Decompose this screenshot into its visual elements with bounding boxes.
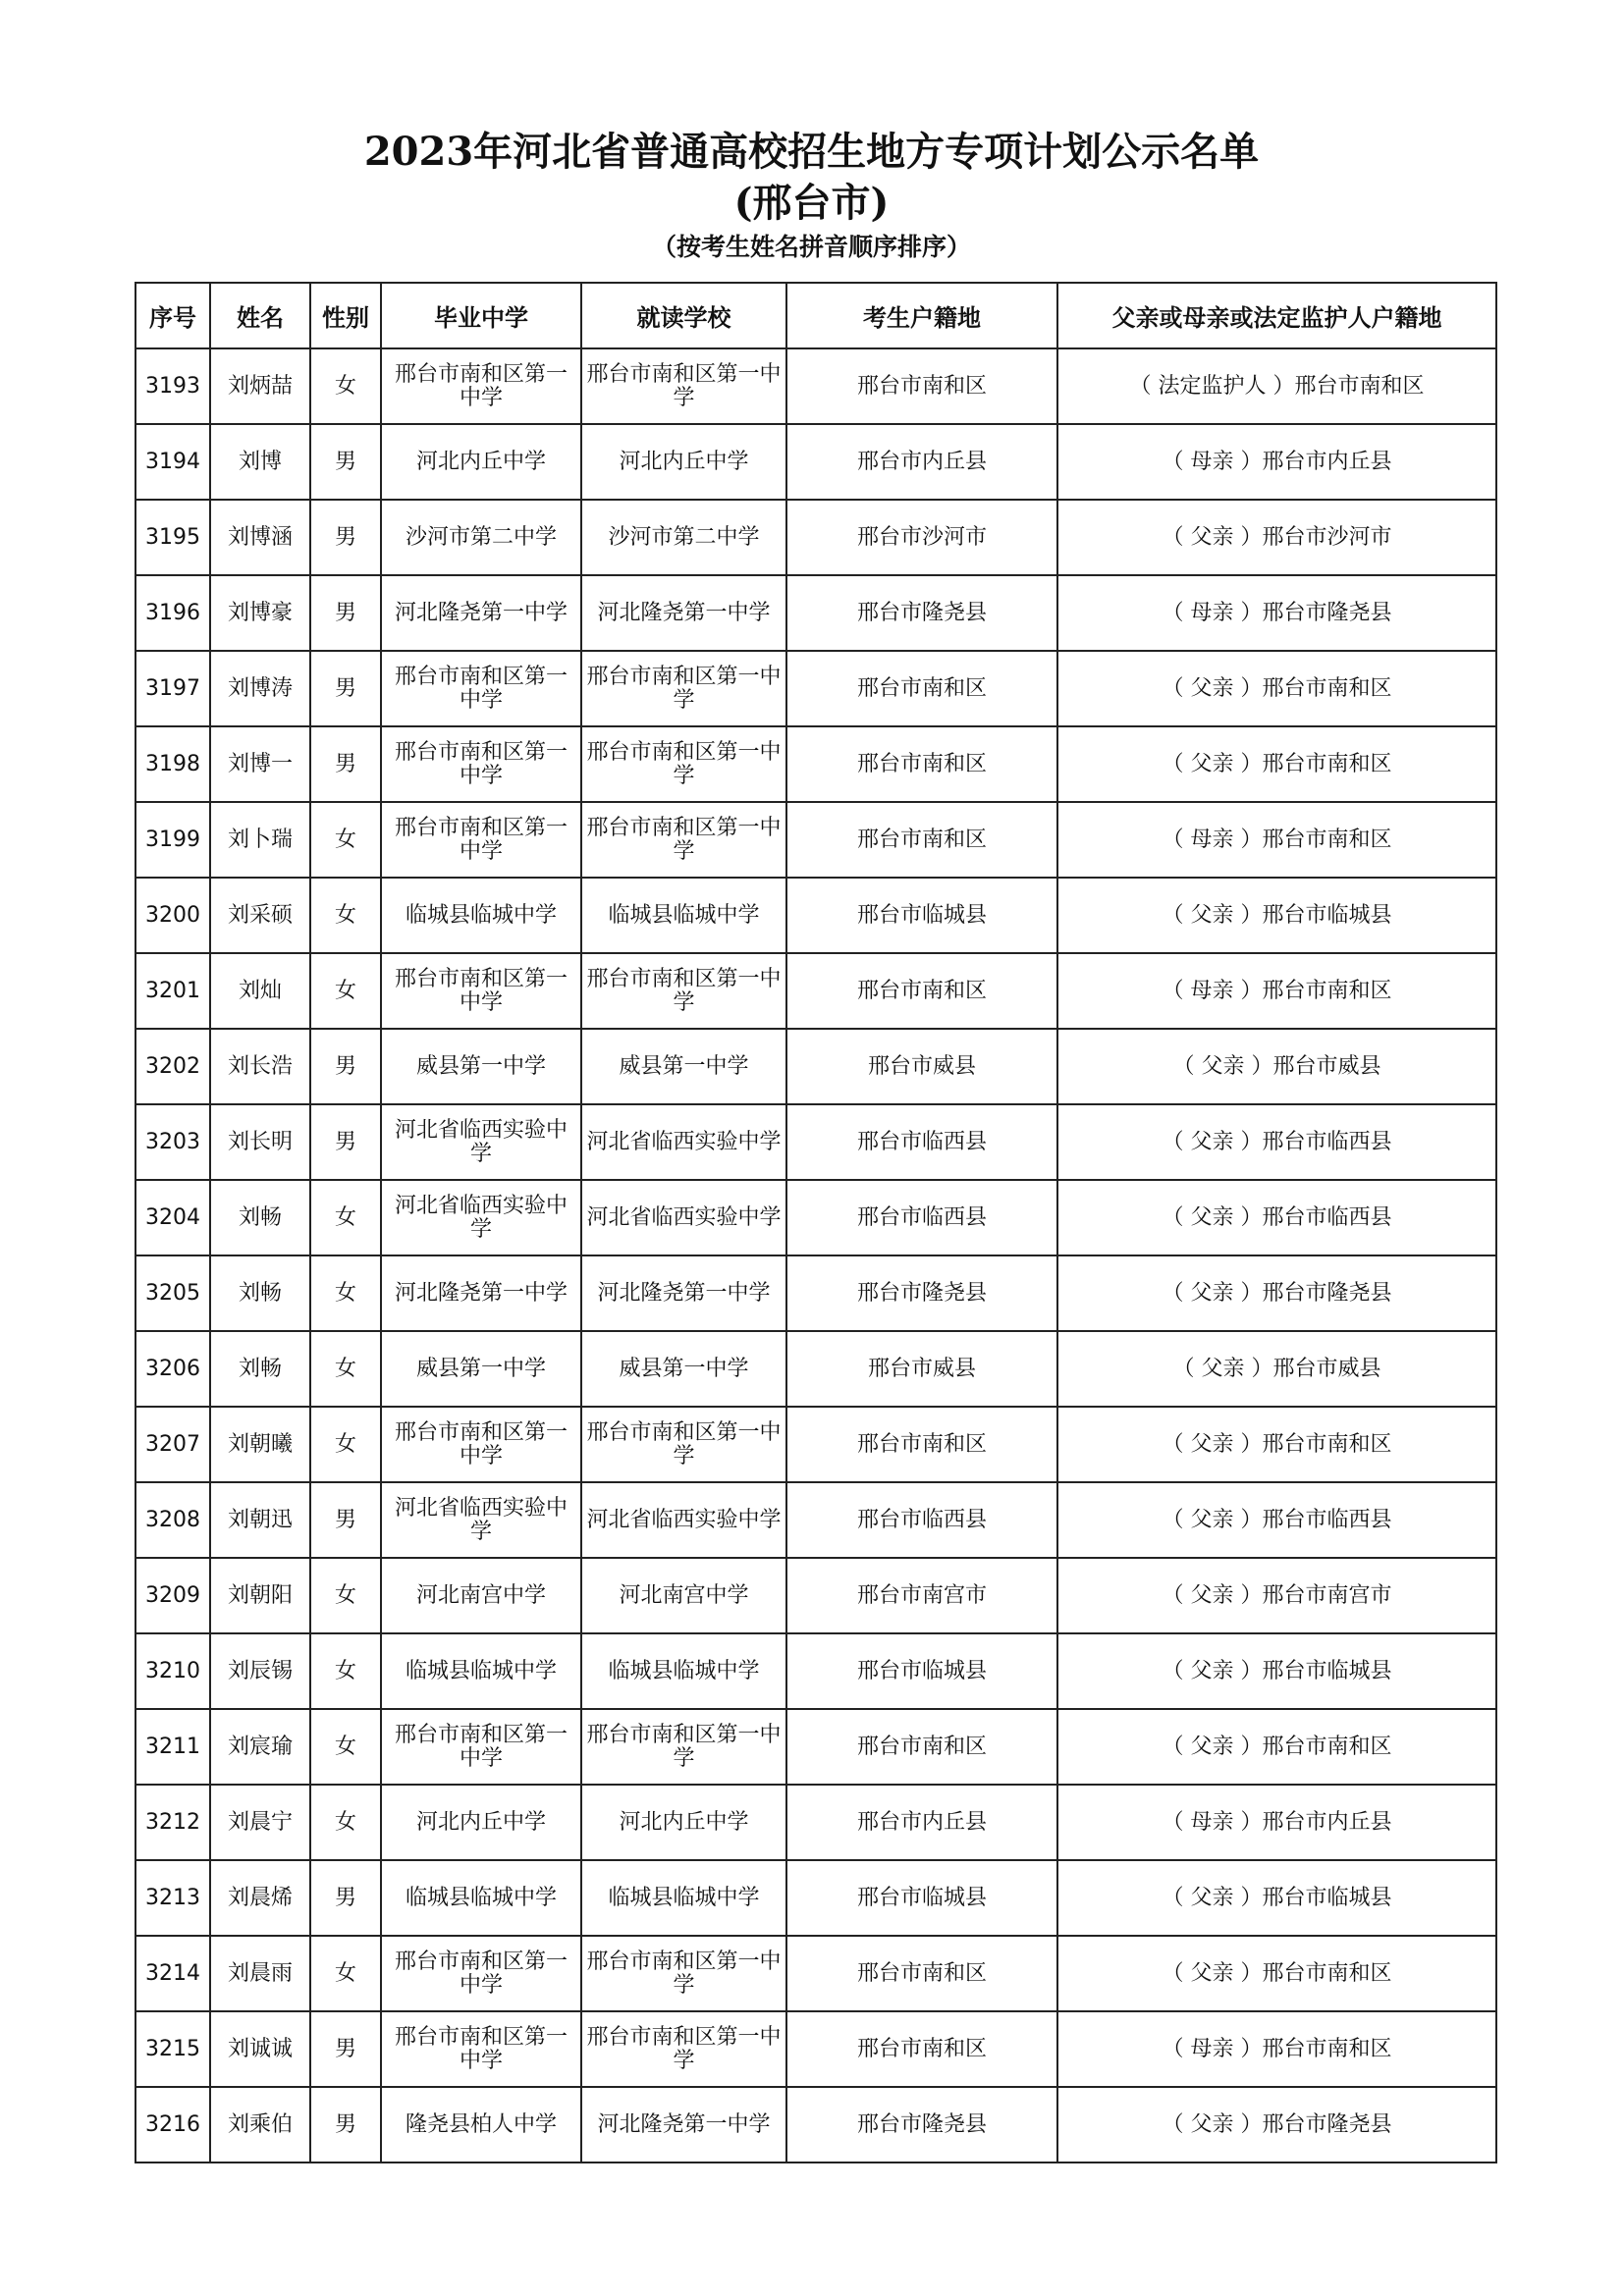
cell-graduation-school: 威县第一中学: [381, 1029, 581, 1104]
cell-serial-number: 3215: [135, 2011, 210, 2087]
cell-gender: 女: [310, 1407, 381, 1482]
cell-student-residence: 邢台市威县: [786, 1331, 1057, 1407]
table-row: [135, 1180, 1496, 1255]
cell-current-school: 邢台市南和区第一中学: [581, 1407, 786, 1482]
cell-current-school: 邢台市南和区第一中学: [581, 726, 786, 802]
table-row: [135, 651, 1496, 726]
cell-gender: 女: [310, 1785, 381, 1860]
cell-guardian-residence: （ 父亲 ）邢台市南和区: [1057, 651, 1496, 726]
table-row: [135, 878, 1496, 953]
cell-gender: 男: [310, 500, 381, 575]
cell-serial-number: 3207: [135, 1407, 210, 1482]
cell-serial-number: 3200: [135, 878, 210, 953]
cell-student-residence: 邢台市南和区: [786, 726, 1057, 802]
cell-serial-number: 3205: [135, 1255, 210, 1331]
cell-guardian-residence: （ 父亲 ）邢台市临西县: [1057, 1104, 1496, 1180]
table-row: [135, 2087, 1496, 2163]
cell-gender: 男: [310, 726, 381, 802]
cell-gender: 男: [310, 575, 381, 651]
cell-student-residence: 邢台市南和区: [786, 1709, 1057, 1785]
cell-student-name: 刘博豪: [210, 575, 310, 651]
cell-gender: 女: [310, 1709, 381, 1785]
cell-graduation-school: 邢台市南和区第一中学: [381, 348, 581, 424]
cell-student-residence: 邢台市临城县: [786, 1860, 1057, 1936]
cell-serial-number: 3195: [135, 500, 210, 575]
table-row: [135, 802, 1496, 878]
cell-gender: 男: [310, 424, 381, 500]
cell-graduation-school: 邢台市南和区第一中学: [381, 1709, 581, 1785]
cell-student-residence: 邢台市沙河市: [786, 500, 1057, 575]
cell-gender: 男: [310, 1860, 381, 1936]
cell-gender: 女: [310, 348, 381, 424]
cell-graduation-school: 邢台市南和区第一中学: [381, 2011, 581, 2087]
cell-guardian-residence: （ 父亲 ）邢台市临城县: [1057, 1633, 1496, 1709]
cell-serial-number: 3212: [135, 1785, 210, 1860]
cell-current-school: 邢台市南和区第一中学: [581, 1936, 786, 2011]
cell-graduation-school: 邢台市南和区第一中学: [381, 953, 581, 1029]
cell-serial-number: 3196: [135, 575, 210, 651]
cell-student-name: 刘朝阳: [210, 1558, 310, 1633]
cell-student-name: 刘博涵: [210, 500, 310, 575]
cell-student-name: 刘长浩: [210, 1029, 310, 1104]
cell-student-name: 刘炳喆: [210, 348, 310, 424]
cell-serial-number: 3202: [135, 1029, 210, 1104]
cell-gender: 女: [310, 953, 381, 1029]
cell-student-name: 刘宸瑜: [210, 1709, 310, 1785]
table-row: [135, 1785, 1496, 1860]
table-row: [135, 1255, 1496, 1331]
cell-serial-number: 3216: [135, 2087, 210, 2163]
column-header: 就读学校: [581, 283, 786, 348]
cell-guardian-residence: （ 父亲 ）邢台市南和区: [1057, 1936, 1496, 2011]
roster-table: [135, 282, 1497, 2163]
cell-graduation-school: 河北隆尧第一中学: [381, 575, 581, 651]
cell-graduation-school: 河北南宫中学: [381, 1558, 581, 1633]
cell-current-school: 邢台市南和区第一中学: [581, 348, 786, 424]
cell-current-school: 临城县临城中学: [581, 1633, 786, 1709]
cell-student-residence: 邢台市临西县: [786, 1482, 1057, 1558]
cell-student-name: 刘朝迅: [210, 1482, 310, 1558]
cell-graduation-school: 邢台市南和区第一中学: [381, 1936, 581, 2011]
cell-gender: 女: [310, 1331, 381, 1407]
cell-student-residence: 邢台市南和区: [786, 953, 1057, 1029]
cell-gender: 女: [310, 1936, 381, 2011]
cell-gender: 女: [310, 1180, 381, 1255]
cell-current-school: 威县第一中学: [581, 1331, 786, 1407]
cell-student-name: 刘畅: [210, 1180, 310, 1255]
cell-current-school: 河北省临西实验中学: [581, 1104, 786, 1180]
cell-graduation-school: 临城县临城中学: [381, 1633, 581, 1709]
cell-guardian-residence: （ 母亲 ）邢台市南和区: [1057, 2011, 1496, 2087]
cell-serial-number: 3203: [135, 1104, 210, 1180]
cell-serial-number: 3197: [135, 651, 210, 726]
cell-gender: 男: [310, 1104, 381, 1180]
cell-student-name: 刘辰锡: [210, 1633, 310, 1709]
cell-guardian-residence: （ 父亲 ）邢台市临西县: [1057, 1482, 1496, 1558]
table-row: [135, 1104, 1496, 1180]
table-row: [135, 348, 1496, 424]
cell-student-residence: 邢台市隆尧县: [786, 2087, 1057, 2163]
page-subtitle-city: (邢台市): [733, 180, 890, 226]
cell-student-name: 刘朝曦: [210, 1407, 310, 1482]
cell-current-school: 河北内丘中学: [581, 424, 786, 500]
cell-graduation-school: 河北省临西实验中学: [381, 1482, 581, 1558]
sort-order-note: （按考生姓名拼音顺序排序）: [651, 233, 971, 261]
cell-current-school: 河北隆尧第一中学: [581, 2087, 786, 2163]
cell-graduation-school: 河北内丘中学: [381, 424, 581, 500]
cell-graduation-school: 河北省临西实验中学: [381, 1180, 581, 1255]
cell-serial-number: 3211: [135, 1709, 210, 1785]
cell-current-school: 沙河市第二中学: [581, 500, 786, 575]
cell-gender: 女: [310, 1558, 381, 1633]
table-row: [135, 424, 1496, 500]
page-title: 2023年河北省普通高校招生地方专项计划公示名单: [363, 129, 1260, 175]
cell-serial-number: 3198: [135, 726, 210, 802]
cell-graduation-school: 邢台市南和区第一中学: [381, 651, 581, 726]
cell-current-school: 邢台市南和区第一中学: [581, 2011, 786, 2087]
cell-student-name: 刘晨宁: [210, 1785, 310, 1860]
cell-guardian-residence: （ 父亲 ）邢台市临城县: [1057, 1860, 1496, 1936]
cell-gender: 女: [310, 878, 381, 953]
cell-gender: 女: [310, 1255, 381, 1331]
cell-graduation-school: 临城县临城中学: [381, 878, 581, 953]
cell-guardian-residence: （ 法定监护人 ）邢台市南和区: [1057, 348, 1496, 424]
cell-serial-number: 3214: [135, 1936, 210, 2011]
table-row: [135, 1709, 1496, 1785]
cell-student-name: 刘卜瑞: [210, 802, 310, 878]
cell-current-school: 河北省临西实验中学: [581, 1482, 786, 1558]
table-row: [135, 953, 1496, 1029]
cell-gender: 男: [310, 1482, 381, 1558]
cell-student-residence: 邢台市临西县: [786, 1180, 1057, 1255]
cell-gender: 女: [310, 1633, 381, 1709]
table-row: [135, 1407, 1496, 1482]
cell-serial-number: 3208: [135, 1482, 210, 1558]
cell-serial-number: 3213: [135, 1860, 210, 1936]
cell-student-name: 刘博一: [210, 726, 310, 802]
cell-student-residence: 邢台市内丘县: [786, 424, 1057, 500]
table-header-row: [135, 283, 1496, 348]
cell-guardian-residence: （ 父亲 ）邢台市威县: [1057, 1331, 1496, 1407]
cell-guardian-residence: （ 父亲 ）邢台市临城县: [1057, 878, 1496, 953]
cell-graduation-school: 临城县临城中学: [381, 1860, 581, 1936]
cell-guardian-residence: （ 父亲 ）邢台市南和区: [1057, 726, 1496, 802]
cell-guardian-residence: （ 父亲 ）邢台市隆尧县: [1057, 1255, 1496, 1331]
cell-student-name: 刘晨雨: [210, 1936, 310, 2011]
cell-gender: 男: [310, 2011, 381, 2087]
cell-student-residence: 邢台市南和区: [786, 348, 1057, 424]
cell-guardian-residence: （ 父亲 ）邢台市南宫市: [1057, 1558, 1496, 1633]
cell-gender: 男: [310, 2087, 381, 2163]
table-row: [135, 1482, 1496, 1558]
table-row: [135, 1936, 1496, 2011]
cell-serial-number: 3204: [135, 1180, 210, 1255]
cell-graduation-school: 威县第一中学: [381, 1331, 581, 1407]
cell-student-residence: 邢台市内丘县: [786, 1785, 1057, 1860]
cell-guardian-residence: （ 母亲 ）邢台市内丘县: [1057, 1785, 1496, 1860]
cell-graduation-school: 沙河市第二中学: [381, 500, 581, 575]
cell-guardian-residence: （ 父亲 ）邢台市沙河市: [1057, 500, 1496, 575]
cell-student-residence: 邢台市威县: [786, 1029, 1057, 1104]
cell-student-name: 刘采硕: [210, 878, 310, 953]
table-row: [135, 500, 1496, 575]
table-row: [135, 1558, 1496, 1633]
cell-serial-number: 3206: [135, 1331, 210, 1407]
cell-guardian-residence: （ 母亲 ）邢台市隆尧县: [1057, 575, 1496, 651]
cell-student-name: 刘乘伯: [210, 2087, 310, 2163]
cell-student-residence: 邢台市南宫市: [786, 1558, 1057, 1633]
cell-serial-number: 3193: [135, 348, 210, 424]
cell-student-residence: 邢台市南和区: [786, 1936, 1057, 2011]
cell-current-school: 河北省临西实验中学: [581, 1180, 786, 1255]
cell-current-school: 临城县临城中学: [581, 1860, 786, 1936]
cell-serial-number: 3194: [135, 424, 210, 500]
cell-current-school: 威县第一中学: [581, 1029, 786, 1104]
cell-student-residence: 邢台市临城县: [786, 1633, 1057, 1709]
cell-student-residence: 邢台市隆尧县: [786, 575, 1057, 651]
cell-student-name: 刘畅: [210, 1255, 310, 1331]
cell-graduation-school: 河北内丘中学: [381, 1785, 581, 1860]
column-header: 毕业中学: [381, 283, 581, 348]
table-row: [135, 2011, 1496, 2087]
cell-current-school: 邢台市南和区第一中学: [581, 802, 786, 878]
cell-guardian-residence: （ 母亲 ）邢台市南和区: [1057, 953, 1496, 1029]
cell-graduation-school: 河北隆尧第一中学: [381, 1255, 581, 1331]
cell-serial-number: 3209: [135, 1558, 210, 1633]
cell-guardian-residence: （ 父亲 ）邢台市南和区: [1057, 1407, 1496, 1482]
cell-gender: 男: [310, 651, 381, 726]
cell-student-residence: 邢台市南和区: [786, 651, 1057, 726]
cell-gender: 女: [310, 802, 381, 878]
cell-current-school: 河北南宫中学: [581, 1558, 786, 1633]
table-row: [135, 726, 1496, 802]
cell-student-name: 刘博: [210, 424, 310, 500]
cell-current-school: 邢台市南和区第一中学: [581, 651, 786, 726]
table-body: [135, 348, 1496, 2163]
cell-gender: 男: [310, 1029, 381, 1104]
cell-graduation-school: 河北省临西实验中学: [381, 1104, 581, 1180]
table-row: [135, 1331, 1496, 1407]
table-row: [135, 1860, 1496, 1936]
cell-current-school: 河北隆尧第一中学: [581, 575, 786, 651]
cell-student-name: 刘灿: [210, 953, 310, 1029]
cell-guardian-residence: （ 父亲 ）邢台市南和区: [1057, 1709, 1496, 1785]
cell-serial-number: 3210: [135, 1633, 210, 1709]
table-row: [135, 575, 1496, 651]
cell-student-residence: 邢台市南和区: [786, 802, 1057, 878]
cell-student-name: 刘诚诚: [210, 2011, 310, 2087]
cell-serial-number: 3199: [135, 802, 210, 878]
table-row: [135, 1633, 1496, 1709]
cell-serial-number: 3201: [135, 953, 210, 1029]
cell-student-residence: 邢台市临城县: [786, 878, 1057, 953]
cell-student-name: 刘博涛: [210, 651, 310, 726]
cell-current-school: 邢台市南和区第一中学: [581, 1709, 786, 1785]
column-header: 父亲或母亲或法定监护人户籍地: [1057, 283, 1496, 348]
cell-graduation-school: 隆尧县柏人中学: [381, 2087, 581, 2163]
cell-current-school: 河北内丘中学: [581, 1785, 786, 1860]
cell-current-school: 临城县临城中学: [581, 878, 786, 953]
cell-student-residence: 邢台市临西县: [786, 1104, 1057, 1180]
cell-student-name: 刘长明: [210, 1104, 310, 1180]
column-header: 姓名: [210, 283, 310, 348]
column-header: 序号: [135, 283, 210, 348]
cell-student-name: 刘畅: [210, 1331, 310, 1407]
cell-student-name: 刘晨烯: [210, 1860, 310, 1936]
column-header: 性别: [310, 283, 381, 348]
cell-student-residence: 邢台市隆尧县: [786, 1255, 1057, 1331]
column-header: 考生户籍地: [786, 283, 1057, 348]
cell-guardian-residence: （ 母亲 ）邢台市南和区: [1057, 802, 1496, 878]
cell-guardian-residence: （ 父亲 ）邢台市隆尧县: [1057, 2087, 1496, 2163]
cell-student-residence: 邢台市南和区: [786, 1407, 1057, 1482]
cell-graduation-school: 邢台市南和区第一中学: [381, 1407, 581, 1482]
cell-guardian-residence: （ 父亲 ）邢台市威县: [1057, 1029, 1496, 1104]
cell-student-residence: 邢台市南和区: [786, 2011, 1057, 2087]
cell-current-school: 邢台市南和区第一中学: [581, 953, 786, 1029]
cell-guardian-residence: （ 母亲 ）邢台市内丘县: [1057, 424, 1496, 500]
cell-graduation-school: 邢台市南和区第一中学: [381, 802, 581, 878]
cell-graduation-school: 邢台市南和区第一中学: [381, 726, 581, 802]
cell-current-school: 河北隆尧第一中学: [581, 1255, 786, 1331]
cell-guardian-residence: （ 父亲 ）邢台市临西县: [1057, 1180, 1496, 1255]
table-row: [135, 1029, 1496, 1104]
